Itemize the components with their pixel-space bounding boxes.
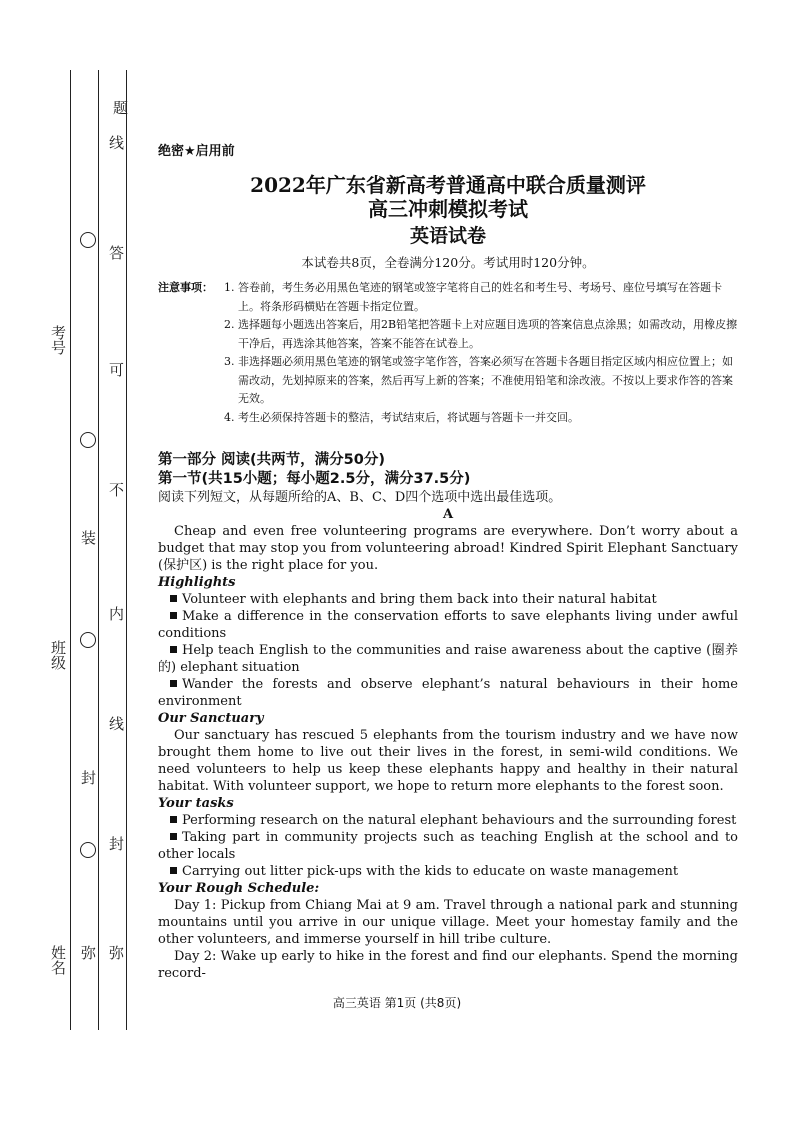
notes-list (224, 279, 738, 427)
task-item: Taking part in community projects such as teaching English at the school and to other locals (158, 830, 738, 862)
exam-info: 本试卷共8页，全卷满分120分。考试用时120分钟。 (301, 255, 595, 270)
margin-label-exam-no: 考号 (49, 325, 67, 355)
section-instruction: 阅读下列短文，从每题所给的A、B、C、D四个选项中选出最佳选项。 (158, 490, 562, 505)
margin-line-1 (70, 70, 71, 1030)
margin-circle (80, 842, 96, 858)
highlights-heading: Highlights (158, 575, 236, 590)
note-item: 2. 选择题每小题选出答案后，用2B铅笔把答题卡上对应题目选项的答案信息点涂黑；如需改动，用橡皮擦干净后，再选涂其他答案，答案不能答在试卷上。 (224, 318, 738, 350)
sanctuary-text: Our sanctuary has rescued 5 elephants from the tourism industry and we have now brought them home to live out their lives in the forest, in semi-wild conditions. We need volunteers to help us keep these elephants happy and healthy in their natural habitat. With volunteer support, we hope to return more elephants to the forest soon. (158, 728, 738, 794)
margin-circle (80, 432, 96, 448)
bullet-square-icon (170, 867, 177, 874)
part-title: 第一部分 阅读(共两节，满分50分) (158, 452, 385, 468)
sanctuary-heading: Our Sanctuary (158, 711, 264, 726)
note-item: 3. 非选择题必须用黑色笔迹的钢笔或签字笔作答，答案必须写在答题卡各题目指定区域内相应位置上；如需改动，先划掉原来的答案，然后再写上新的答案；不准使用铅笔和涂改液。不按以上要求作答的答案无效。 (224, 355, 733, 405)
margin-text: 不 (107, 482, 125, 497)
margin-text: 线 (107, 135, 125, 150)
highlight-item: Wander the forests and observe elephant’s natural behaviours in their home environment (158, 677, 738, 709)
tasks-heading: Your tasks (158, 796, 234, 811)
bullet-square-icon (170, 612, 177, 619)
margin-text: 线 (107, 716, 125, 731)
bullet-square-icon (170, 595, 177, 602)
page-footer: 高三英语 第1页 (共8页) (332, 996, 462, 1010)
task-item: Carrying out litter pick-ups with the kids to educate on waste management (158, 863, 738, 880)
note-item: 4. 考生必须保持答题卡的整洁，考试结束后，将试题与答题卡一并交回。 (224, 410, 579, 424)
confidential-mark: 绝密★启用前 (158, 144, 235, 159)
highlight-item: Help teach English to the communities and raise awareness about the captive (圈养的) elephant situation (158, 643, 738, 675)
margin-text: 内 (107, 606, 125, 621)
note-item: 1. 答卷前，考生务必用黑色笔迹的钢笔或签字笔将自己的姓名和考生号、考场号、座位号填写在答题卡上。将条形码横贴在答题卡指定位置。 (224, 281, 722, 313)
schedule-day-2: Day 2: Wake up early to hike in the forest and find our elephants. Spend the morning record- (158, 949, 738, 981)
margin-label-class: 班级 (49, 640, 67, 670)
task-item: Performing research on the natural elephant behaviours and the surrounding forest (158, 812, 738, 829)
margin-text: 可 (107, 362, 125, 377)
subject-title: 英语试卷 (409, 225, 486, 247)
bullet-square-icon (170, 646, 177, 653)
margin-text: 答 (107, 245, 125, 260)
passage-intro: Cheap and even free volunteering programs are everywhere. Don’t worry about a budget that may stop you from volunteering abroad! Kindred Spirit Elephant Sanctuary (保护区) is the right place for you. (158, 524, 739, 573)
exam-page-content (158, 140, 738, 982)
schedule-day-1: Day 1: Pickup from Chiang Mai at 9 am. Travel through a national park and stunning mountains until you arrive in our unique village. Meet your homestay family and the other volunteers, and immerse yourself in hill tribe culture. (158, 898, 738, 947)
exam-subtitle: 高三冲刺模拟考试 (368, 197, 528, 221)
margin-text-question: 题 (111, 100, 129, 115)
bullet-square-icon (170, 833, 177, 840)
margin-circle (80, 232, 96, 248)
exam-title: 2022年广东省新高考普通高中联合质量测评 (250, 173, 646, 197)
margin-bind-char: 装 (79, 530, 97, 545)
margin-label-name: 姓名 (49, 945, 67, 975)
margin-line-3 (126, 70, 127, 1030)
notes-block (158, 279, 738, 427)
margin-text: 弥 (107, 945, 125, 960)
bullet-square-icon (170, 816, 177, 823)
section-title: 第一节(共15小题；每小题2.5分，满分37.5分) (158, 471, 471, 487)
notes-label: 注意事项： (158, 281, 213, 294)
margin-text: 封 (107, 836, 125, 851)
highlight-item: Volunteer with elephants and bring them back into their natural habitat (158, 591, 738, 608)
passage-letter: A (442, 507, 454, 522)
margin-line-2 (98, 70, 99, 1030)
margin-seal-char: 封 (79, 770, 97, 785)
bullet-square-icon (170, 680, 177, 687)
highlight-item: Make a difference in the conservation efforts to save elephants living under awful conditions (158, 609, 738, 641)
schedule-heading: Your Rough Schedule: (158, 881, 320, 896)
margin-seal-char-2: 弥 (79, 945, 97, 960)
margin-circle (80, 632, 96, 648)
